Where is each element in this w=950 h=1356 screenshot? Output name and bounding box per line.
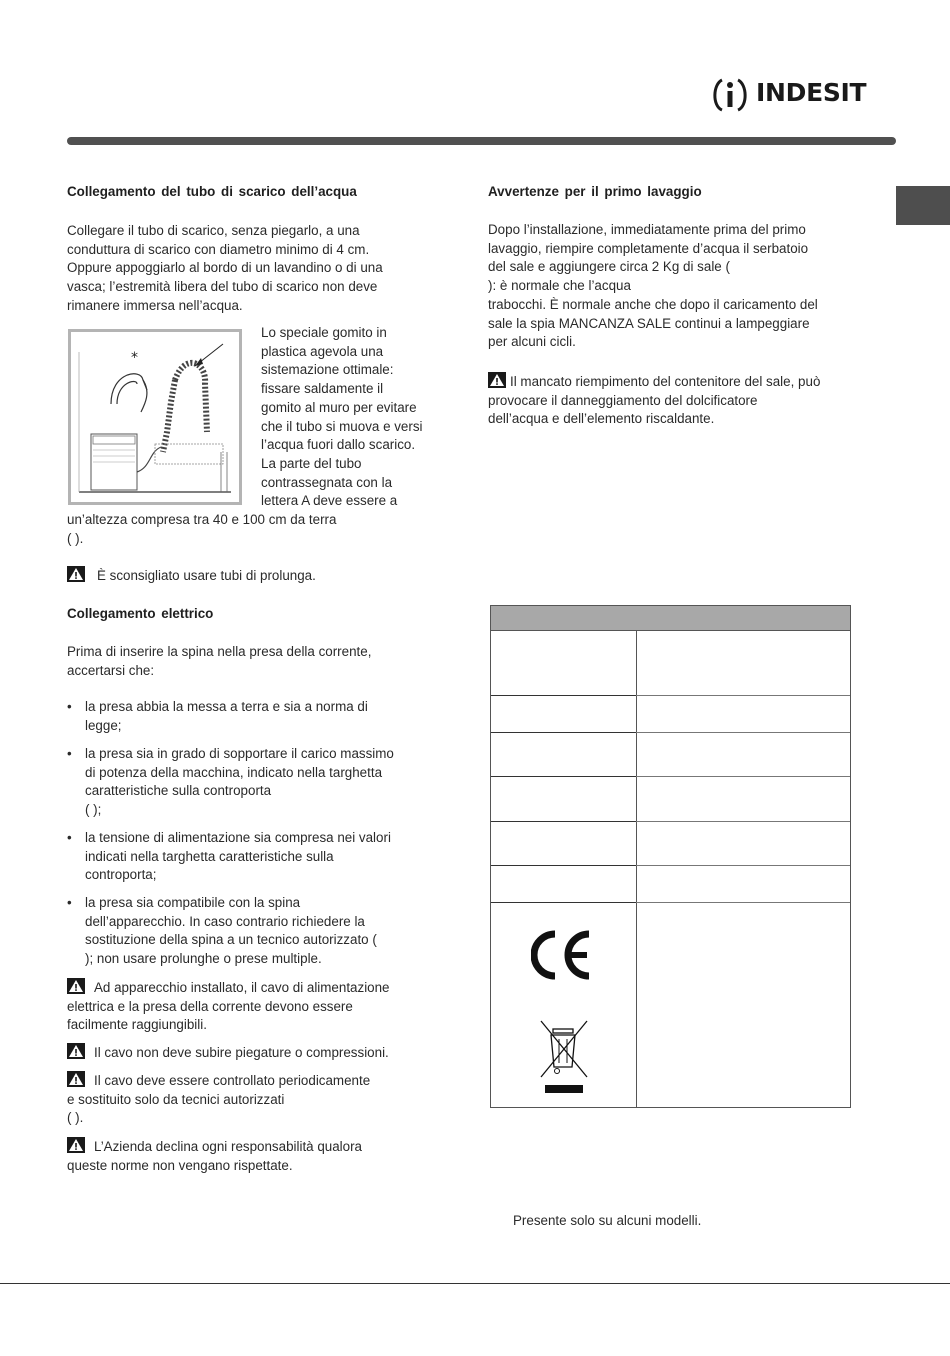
warning-note	[67, 1043, 389, 1063]
text-line: di potenza della macchina, indicato nella targhetta	[85, 764, 383, 780]
warning-note	[67, 978, 390, 1035]
text-line: indicati nella targhetta caratteristiche sulla	[85, 848, 334, 864]
text-line: la presa abbia la messa a terra e sia a norma di	[85, 699, 368, 714]
drain-hose-illustration	[68, 329, 242, 505]
elbow-bracket	[111, 374, 147, 404]
text-line: del sale e aggiungere circa 2 Kg di sale (	[488, 259, 730, 275]
text-line: e sostituito solo da tecnici autorizzati	[67, 1091, 285, 1107]
text-line: sale la spia MANCANZA SALE continui a lampeggiare	[488, 315, 810, 331]
footnote-text: Presente solo su alcuni modelli.	[513, 1213, 702, 1228]
warning-note	[67, 1071, 370, 1128]
text-line: Ad apparecchio installato, il cavo di alimentazione	[94, 980, 390, 995]
electric-section-title: Collegamento elettrico	[67, 606, 214, 621]
row-divider	[636, 902, 850, 903]
text-line: plastica agevola una	[261, 343, 384, 359]
text-line: Il mancato riempimento del contenitore del sale, può	[510, 374, 821, 389]
language-tab	[896, 186, 950, 225]
row-divider	[491, 732, 636, 733]
hose-height-paragraph	[67, 511, 336, 548]
text-line: Il cavo deve essere controllato periodicamente	[94, 1073, 371, 1088]
text-line: Collegare il tubo di scarico, senza piegarlo, a una	[67, 223, 360, 238]
text-line: un’altezza compresa tra 40 e 100 cm da terra	[67, 512, 337, 527]
text-line: vasca; l’estremità libera del tubo di scarico non deve	[67, 279, 378, 295]
electric-intro	[67, 643, 371, 680]
footer-rule	[0, 1283, 950, 1284]
row-divider	[491, 695, 636, 696]
text-line: lettera A deve essere a	[261, 493, 398, 509]
drain-section-title: Collegamento del tubo di scarico dell’acqua	[67, 184, 357, 199]
row-divider	[636, 732, 850, 733]
row-divider	[491, 821, 636, 822]
ce-mark-icon	[531, 930, 593, 980]
text-line: accertarsi che:	[67, 662, 155, 678]
text-line: fissare saldamente il	[261, 381, 384, 397]
column-divider	[636, 630, 637, 1108]
bullet: •	[67, 746, 72, 761]
table-header	[491, 606, 850, 631]
warning-icon	[67, 978, 85, 994]
indesit-logo-icon	[710, 76, 750, 114]
text-line: conduttura di scarico con diametro minimo di 4 cm.	[67, 241, 370, 257]
text-line: per alcuni cicli.	[488, 334, 576, 350]
text-line: contrassegnata con la	[261, 474, 393, 490]
row-divider	[636, 865, 850, 866]
text-line: Il cavo non deve subire piegature o compressioni.	[94, 1045, 389, 1060]
elbow-paragraph	[261, 324, 423, 511]
text-line: ( ).	[67, 530, 84, 546]
text-line: la presa sia in grado di sopportare il carico massimo	[85, 746, 394, 761]
text-line: elettrica e la presa della corrente devono essere	[67, 998, 353, 1014]
text-line: gomito al muro per evitare	[261, 399, 417, 415]
text-line: facilmente raggiungibili.	[67, 1017, 207, 1033]
text-line: ( );	[85, 802, 102, 818]
text-line: l’acqua fuori dallo scarico.	[261, 437, 416, 453]
text-line: Dopo l’installazione, immediatamente prima del primo	[488, 222, 806, 237]
text-line: queste norme non vengano rispettate.	[67, 1157, 293, 1173]
warning-icon	[67, 566, 85, 582]
text-line: caratteristiche sulla controporta	[85, 783, 272, 799]
row-divider	[491, 865, 636, 866]
first-wash-paragraph	[488, 221, 818, 352]
first-wash-title: Avvertenze per il primo lavaggio	[488, 184, 702, 199]
warning-icon	[67, 1071, 85, 1087]
text-line: Oppure appoggiarlo al bordo di un lavandino o di una	[67, 260, 383, 276]
warning-icon	[67, 1137, 85, 1153]
row-divider	[636, 695, 850, 696]
bullet: •	[67, 895, 72, 910]
text-line: Lo speciale gomito in	[261, 325, 387, 340]
text-line: che il tubo si muova e versi	[261, 418, 423, 434]
asterisk-marker: *	[131, 350, 138, 366]
bullet: •	[67, 830, 72, 845]
text-line: L’Azienda declina ogni responsabilità qualora	[94, 1139, 363, 1154]
warning-note	[67, 1137, 362, 1175]
header-rule	[67, 137, 896, 145]
warning-text: È sconsigliato usare tubi di prolunga.	[97, 568, 316, 583]
text-line: lavaggio, riempire completamente d’acqua il serbatoio	[488, 240, 809, 256]
text-line: dell’apparecchio. In caso contrario richiedere la	[85, 913, 365, 929]
weee-bin-icon	[539, 1019, 589, 1095]
text-line: sistemazione ottimale:	[261, 362, 394, 378]
text-line: la presa sia compatibile con la spina	[85, 895, 301, 910]
row-divider	[636, 821, 850, 822]
row-divider	[491, 902, 636, 903]
footnote	[513, 1212, 701, 1231]
row-divider	[636, 776, 850, 777]
warning-icon	[488, 372, 506, 388]
text-line: La parte del tubo	[261, 455, 362, 471]
text-line: controporta;	[85, 867, 157, 883]
row-divider	[491, 776, 636, 777]
warning-icon	[67, 1043, 85, 1059]
salt-warning	[488, 372, 820, 429]
extension-warning	[67, 566, 316, 586]
indesit-logo	[710, 76, 867, 114]
brand-name: INDESIT	[756, 78, 867, 107]
text-line: Prima di inserire la spina nella presa della corrente,	[67, 644, 372, 659]
text-line: trabocchi. È normale anche che dopo il caricamento del	[488, 296, 818, 312]
bullet: •	[67, 699, 72, 714]
drain-hose	[175, 363, 207, 432]
sink-counter	[155, 444, 223, 464]
technical-data-table	[490, 605, 851, 1108]
text-line: ); non usare prolunghe o prese multiple.	[85, 951, 322, 967]
drain-paragraph	[67, 222, 383, 316]
text-line: legge;	[85, 717, 122, 733]
text-line: ( ).	[67, 1110, 84, 1126]
text-line: provocare il danneggiamento del dolcificatore	[488, 392, 758, 408]
text-line: sostituzione della spina a un tecnico autorizzato (	[85, 932, 377, 948]
text-line: la tensione di alimentazione sia compresa nei valori	[85, 830, 391, 845]
text-line: ): è normale che l’acqua	[488, 278, 631, 294]
text-line: dell’acqua e dell’elemento riscaldante.	[488, 411, 715, 427]
text-line: rimanere immersa nell’acqua.	[67, 297, 243, 313]
